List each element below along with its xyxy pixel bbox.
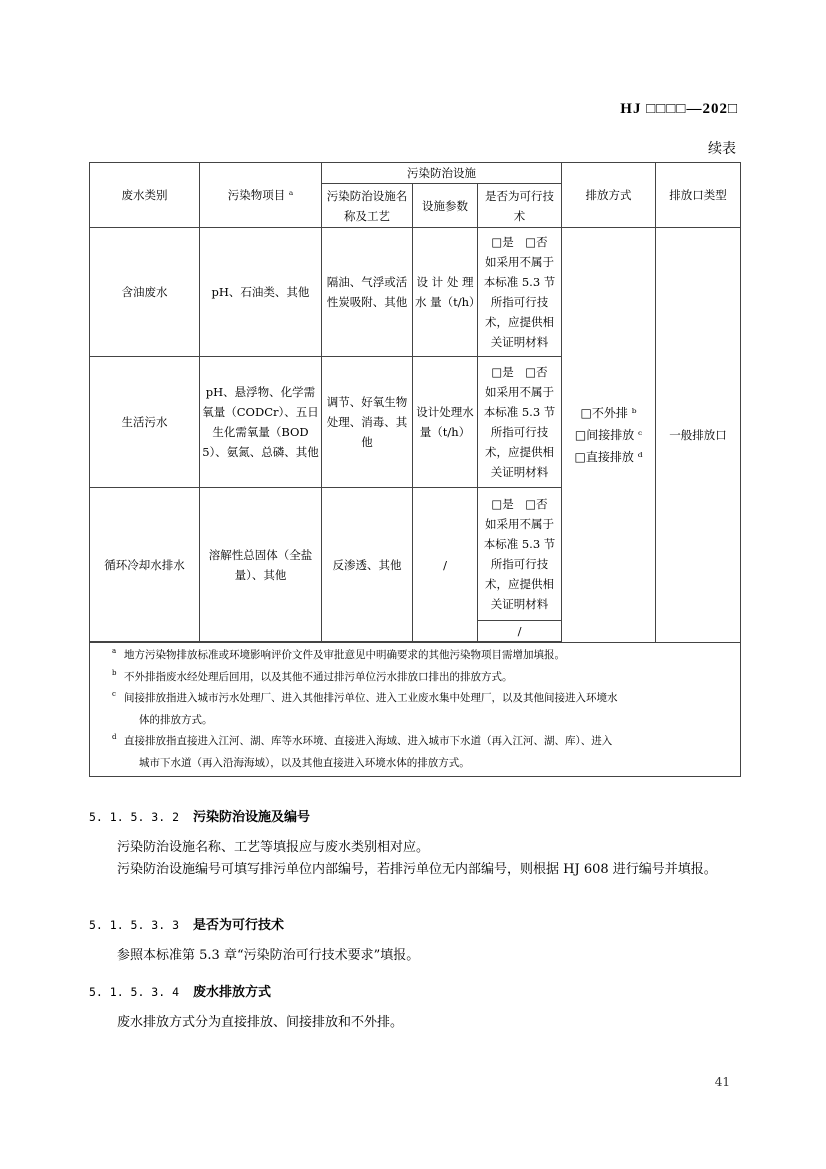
section-heading: 5. 1. 5. 3. 3 是否为可行技术 bbox=[89, 918, 285, 933]
document-code: HJ □□□□—202□ bbox=[620, 101, 738, 117]
header-wastewater-type: 废水类别 bbox=[90, 163, 200, 228]
row-facility: 反渗透、其他 bbox=[322, 488, 413, 642]
section-heading: 5. 1. 5. 3. 4 废水排放方式 bbox=[89, 985, 272, 1000]
row-facility: 隔油、气浮或活性炭吸附、其他 bbox=[322, 228, 413, 357]
section-5-1-5-3-4 bbox=[89, 981, 741, 1034]
row-feasible: □是 □否 如采用不属于本标准 5.3 节所指可行技术，应提供相关证明材料 bbox=[478, 357, 562, 488]
continued-label: 续表 bbox=[708, 141, 736, 157]
row-type: 含油废水 bbox=[90, 228, 200, 357]
header-facility-group: 污染防治设施 bbox=[322, 163, 562, 184]
paragraph: 污染防治设施编号可填写排污单位内部编号，若排污单位无内部编号，则根据 HJ 608 进行编号并填报。 bbox=[117, 862, 717, 877]
row-type: 循环冷却水排水 bbox=[90, 488, 200, 642]
paragraph: 污染防治设施名称、工艺等填报应与废水类别相对应。 bbox=[117, 840, 430, 855]
header-discharge-method: 排放方式 bbox=[562, 163, 656, 228]
note-b: b 不外排指废水经处理后回用，以及其他不通过排污单位污水排放口排出的排放方式。 bbox=[112, 668, 513, 683]
row-facility: 调节、好氧生物处理、消毒、其他 bbox=[322, 357, 413, 488]
row-param: / bbox=[413, 488, 478, 642]
wastewater-table bbox=[89, 162, 741, 777]
page-number: 41 bbox=[714, 1075, 730, 1089]
note-d: d 直接排放指直接进入江河、湖、库等水环境、直接进入海域、进入城市下水道（再入江河、湖、库）、进入 城市下水道（再入沿海海域），以及其他直接进入环境水体的排放方式。 bbox=[112, 733, 613, 769]
section-5-1-5-3-2 bbox=[89, 806, 741, 881]
row-feasible: □是 □否 如采用不属于本标准 5.3 节所指可行技术，应提供相关证明材料 bbox=[478, 228, 562, 357]
row-feasible-extra: / bbox=[478, 621, 562, 642]
section-5-1-5-3-3 bbox=[89, 914, 741, 967]
row-type: 生活污水 bbox=[90, 357, 200, 488]
section-heading: 5. 1. 5. 3. 2 污染防治设施及编号 bbox=[89, 810, 311, 825]
header-pollutant: 污染物项目 ᵃ bbox=[200, 163, 322, 228]
row-pollutant: pH、悬浮物、化学需氧量（CODCr）、五日生化需氧量（BOD5）、氨氮、总磷、其他 bbox=[200, 357, 322, 488]
paragraph: 参照本标准第 5.3 章“污染防治可行技术要求”填报。 bbox=[117, 948, 420, 963]
header-feasible-tech: 是否为可行技术 bbox=[478, 184, 562, 228]
note-c: c 间接排放指进入城市污水处理厂、进入其他排污单位、进入工业废水集中处理厂，以及其他间接进入环境水 体的排放方式。 bbox=[112, 690, 618, 726]
header-facility-name: 污染防治设施名称及工艺 bbox=[322, 184, 413, 228]
table-notes bbox=[90, 643, 741, 777]
note-a: a 地方污染物排放标准或环境影响评价文件及审批意见中明确要求的其他污染物项目需增加填报。 bbox=[112, 647, 565, 661]
row-param: 设计处理水量（t/h） bbox=[413, 357, 478, 488]
outlet-type-value: 一般排放口 bbox=[656, 228, 741, 643]
header-facility-param: 设施参数 bbox=[413, 184, 478, 228]
discharge-method-options: □不外排 ᵇ □间接排放 ᶜ □直接排放 ᵈ bbox=[562, 228, 656, 643]
row-feasible: □是 □否 如采用不属于本标准 5.3 节所指可行技术，应提供相关证明材料 bbox=[478, 488, 562, 621]
header-outlet-type: 排放口类型 bbox=[656, 163, 741, 228]
paragraph: 废水排放方式分为直接排放、间接排放和不外排。 bbox=[117, 1015, 404, 1030]
row-pollutant: pH、石油类、其他 bbox=[200, 228, 322, 357]
row-pollutant: 溶解性总固体（全盐量）、其他 bbox=[200, 488, 322, 642]
row-param: 设 计 处 理 水 量（t/h） bbox=[413, 228, 478, 357]
